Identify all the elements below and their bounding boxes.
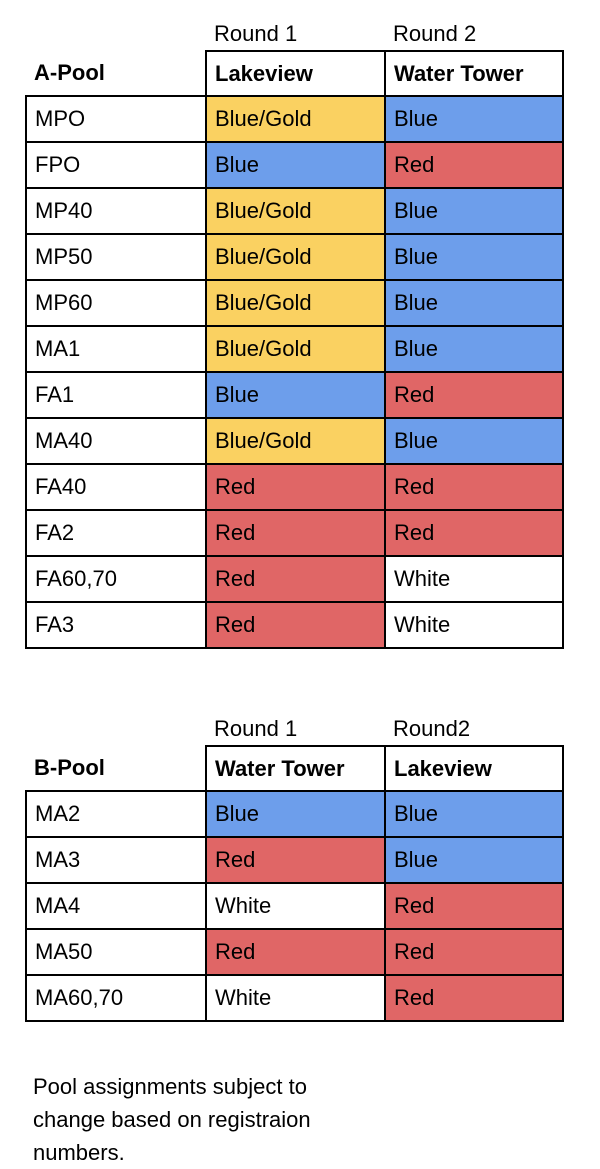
division-cell: MA2	[26, 791, 206, 837]
footer-note	[33, 1070, 453, 1169]
division-cell: MA50	[26, 929, 206, 975]
table-row	[26, 975, 563, 1021]
round1-assignment-cell: Red	[206, 602, 385, 648]
round1-assignment-cell: Red	[206, 510, 385, 556]
division-cell: MP60	[26, 280, 206, 326]
round1-assignment-cell: Blue/Gold	[206, 326, 385, 372]
division-cell: MA1	[26, 326, 206, 372]
table-row	[26, 929, 563, 975]
round-labels-row	[26, 18, 563, 51]
round1-assignment-cell: White	[206, 883, 385, 929]
blank-cell	[26, 713, 206, 746]
table-row	[26, 326, 563, 372]
round1-assignment-cell: Blue	[206, 791, 385, 837]
round1-assignment-cell: White	[206, 975, 385, 1021]
division-cell: FA3	[26, 602, 206, 648]
table-row	[26, 372, 563, 418]
division-cell: FA2	[26, 510, 206, 556]
footer-note-line: numbers.	[33, 1140, 125, 1165]
round2-assignment-cell: Blue	[385, 188, 563, 234]
table-row	[26, 464, 563, 510]
round1-assignment-cell: Red	[206, 556, 385, 602]
b-pool-table	[25, 713, 564, 1022]
round1-assignment-cell: Red	[206, 837, 385, 883]
a-pool-table	[25, 18, 564, 649]
round2-assignment-cell: White	[385, 602, 563, 648]
division-cell: MA40	[26, 418, 206, 464]
round1-assignment-cell: Blue/Gold	[206, 188, 385, 234]
table-row	[26, 510, 563, 556]
round2-assignment-cell: Red	[385, 929, 563, 975]
round2-assignment-cell: Blue	[385, 96, 563, 142]
round1-assignment-cell: Blue/Gold	[206, 280, 385, 326]
round-2-label: Round 2	[393, 21, 477, 46]
round1-assignment-cell: Blue/Gold	[206, 96, 385, 142]
round1-assignment-cell: Blue	[206, 372, 385, 418]
table-row	[26, 234, 563, 280]
course-header-round2: Lakeview	[385, 746, 563, 791]
round-labels-row	[26, 713, 563, 746]
header-row	[26, 51, 563, 96]
table-row	[26, 280, 563, 326]
round-1-label: Round 1	[214, 21, 298, 46]
round1-assignment-cell: Blue/Gold	[206, 234, 385, 280]
footer-note-line: change based on registraion	[33, 1107, 311, 1132]
table-row	[26, 188, 563, 234]
round2-assignment-cell: Red	[385, 975, 563, 1021]
round2-assignment-cell: Red	[385, 372, 563, 418]
round2-assignment-cell: Blue	[385, 234, 563, 280]
round2-assignment-cell: Blue	[385, 791, 563, 837]
table-row	[26, 837, 563, 883]
blank-cell	[26, 18, 206, 51]
round2-assignment-cell: Blue	[385, 418, 563, 464]
division-cell: FPO	[26, 142, 206, 188]
pool-name: A-Pool	[34, 60, 105, 85]
round2-assignment-cell: Red	[385, 464, 563, 510]
round-1-label: Round 1	[214, 716, 298, 741]
round2-assignment-cell: White	[385, 556, 563, 602]
course-header-round1: Lakeview	[206, 51, 385, 96]
round2-assignment-cell: Blue	[385, 837, 563, 883]
header-row	[26, 746, 563, 791]
table-row	[26, 418, 563, 464]
table-row	[26, 96, 563, 142]
division-cell: MP40	[26, 188, 206, 234]
round1-assignment-cell: Blue	[206, 142, 385, 188]
course-header-round2: Water Tower	[385, 51, 563, 96]
table-row	[26, 883, 563, 929]
course-header-round1: Water Tower	[206, 746, 385, 791]
division-cell: MA4	[26, 883, 206, 929]
round2-assignment-cell: Blue	[385, 280, 563, 326]
round2-assignment-cell: Red	[385, 142, 563, 188]
pool-name: B-Pool	[34, 755, 105, 780]
round2-assignment-cell: Red	[385, 883, 563, 929]
table-row	[26, 602, 563, 648]
round1-assignment-cell: Blue/Gold	[206, 418, 385, 464]
round-2-label: Round2	[393, 716, 471, 741]
division-cell: MA60,70	[26, 975, 206, 1021]
division-cell: MPO	[26, 96, 206, 142]
footer-note-line: Pool assignments subject to	[33, 1074, 307, 1099]
division-cell: FA60,70	[26, 556, 206, 602]
table-row	[26, 556, 563, 602]
table-row	[26, 142, 563, 188]
table-row	[26, 791, 563, 837]
round2-assignment-cell: Red	[385, 510, 563, 556]
division-cell: MP50	[26, 234, 206, 280]
round1-assignment-cell: Red	[206, 929, 385, 975]
division-cell: FA40	[26, 464, 206, 510]
division-cell: MA3	[26, 837, 206, 883]
division-cell: FA1	[26, 372, 206, 418]
round1-assignment-cell: Red	[206, 464, 385, 510]
round2-assignment-cell: Blue	[385, 326, 563, 372]
